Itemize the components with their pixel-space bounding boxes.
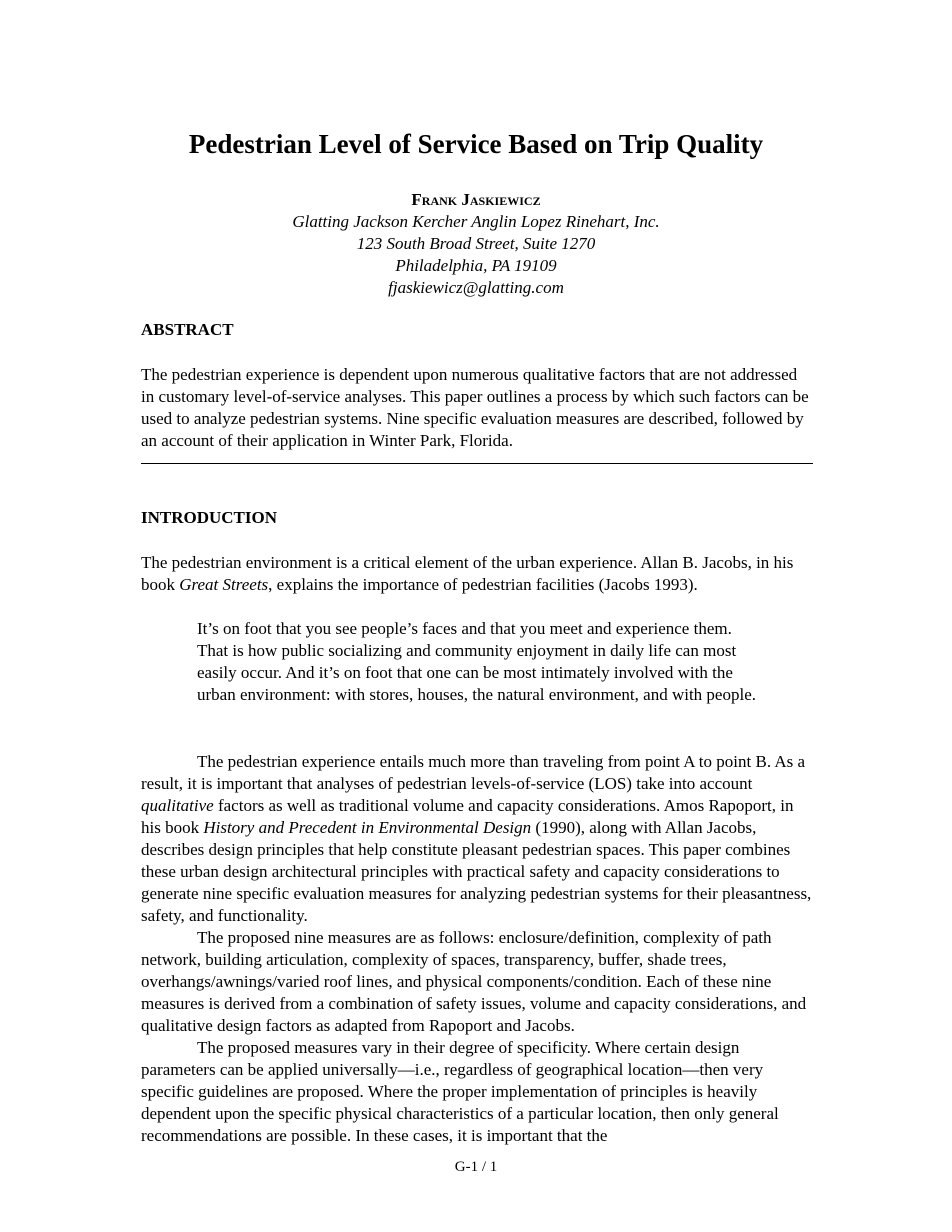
paper-title: Pedestrian Level of Service Based on Trip Quality: [188, 129, 764, 159]
intro-p3-text: The proposed nine measures are as follows: enclosure/definition, complexity of path network, building articulation, complexity of spaces, transparency, buffer, shade trees, overhangs/awnings/varied roof lines, and physical components/condition. Each of these nine measures is derived from a combination of safety issues, volume and capacity considerations, and qualitative design factors as adapted from Rapoport and Jacobs.: [141, 928, 807, 1035]
intro-paragraph-1: [141, 552, 813, 596]
intro-paragraph-2: [141, 751, 813, 927]
abstract-divider: [141, 463, 813, 464]
abstract-text: The pedestrian experience is dependent upon numerous qualitative factors that are not addressed in customary level-of-service analyses. This paper outlines a process by which such factors can be used to analyze pedestrian systems. Nine specific evaluation measures are described, followed by an account of their application in Winter Park, Florida.: [141, 365, 809, 450]
intro-p2-text-c: (1990), along with Allan Jacobs, describes design principles that help constitute pleasant pedestrian spaces. This paper combines these urban design architectural principles with practical safety and capacity considerations to generate nine specific evaluation measures for analyzing pedestrian systems for their pleasantness, safety, and functionality.: [141, 818, 812, 925]
author-affiliation: Glatting Jackson Kercher Anglin Lopez Rinehart, Inc.: [292, 212, 660, 231]
author-street: 123 South Broad Street, Suite 1270: [356, 234, 596, 253]
intro-p1-text-a: The pedestrian environment is a critical element of the urban experience. Allan B. Jacobs, in his book: [141, 553, 794, 594]
author-email: fjaskiewicz@glatting.com: [388, 278, 564, 297]
abstract-heading: ABSTRACT: [141, 320, 234, 339]
intro-p2-emphasis: qualitative: [141, 796, 214, 815]
block-quote: It’s on foot that you see people’s faces and that you meet and experience them. That is how public socializing and community enjoyment in daily life can most easily occur. And it’s on foot that one can be most intimately involved with the urban environment: with stores, houses, the natural environment, and with people.: [197, 619, 756, 704]
author-name: Frank Jaskiewicz: [411, 190, 541, 209]
intro-paragraph-3: [141, 927, 813, 1037]
intro-p1-book-title: Great Streets: [179, 575, 269, 594]
intro-paragraph-4: [141, 1037, 813, 1147]
intro-p1-text-b: , explains the importance of pedestrian facilities (Jacobs 1993).: [268, 575, 698, 594]
author-block: [0, 189, 952, 299]
intro-p4-text: The proposed measures vary in their degree of specificity. Where certain design parameters can be applied universally—i.e., regardless of geographical location—then very specific guidelines are proposed. Where the proper implementation of principles is heavily dependent upon the specific physical characteristics of a particular location, then only general recommendations are possible. In these cases, it is important that the: [141, 1038, 779, 1145]
intro-p2-text-b: factors as well as traditional volume and capacity considerations. Amos Rapoport, in his book: [141, 796, 794, 837]
intro-p2-text-a: The pedestrian experience entails much more than traveling from point A to point B. As a result, it is important that analyses of pedestrian levels-of-service (LOS) take into account: [141, 752, 806, 793]
introduction-heading: INTRODUCTION: [141, 508, 278, 527]
page-number: G-1 / 1: [454, 1159, 498, 1175]
author-city: Philadelphia, PA 19109: [395, 256, 557, 275]
intro-p2-book-title: History and Precedent in Environmental Design: [203, 818, 532, 837]
